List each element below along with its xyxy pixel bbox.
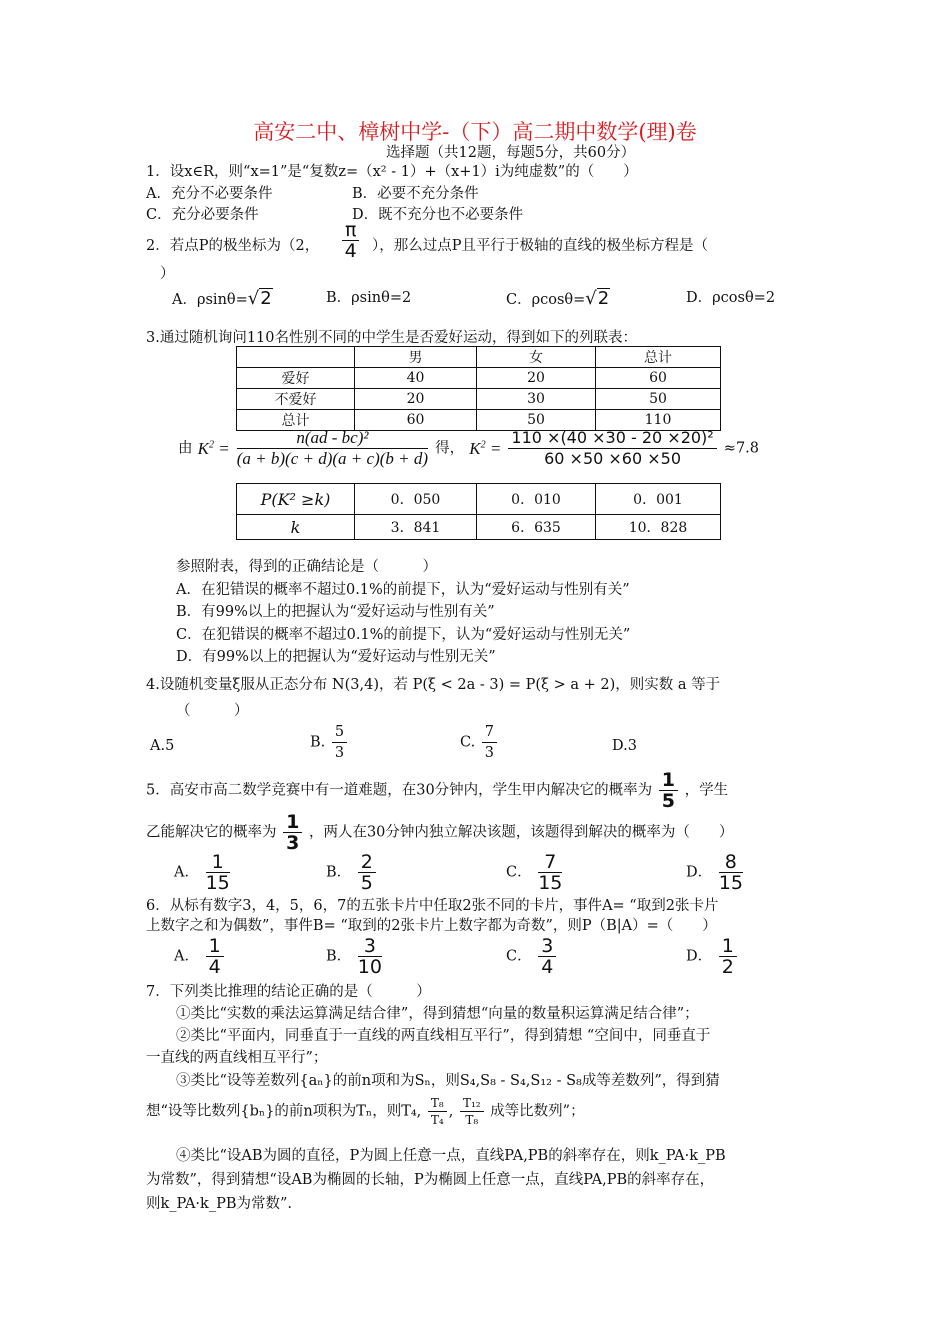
table-cell: 20 (477, 368, 596, 389)
k2-denominator: (a + b)(c + d)(a + c)(b + d) (236, 449, 429, 468)
table-cell: 30 (477, 389, 596, 410)
table-cell: 110 (596, 410, 721, 431)
q5-line2-b: ，两人在30分钟内独立解决该题，该题得到解决的概率为（ ） (308, 824, 734, 841)
k2-symbol: K (197, 438, 209, 458)
table-cell: 0．050 (355, 484, 477, 515)
option-label: C． (506, 864, 532, 881)
q3-stem: 3.通过随机询问110名性别不同的中学生是否爱好运动，得到如下的列联表： (146, 330, 638, 346)
q7-f2-den: T₈ (465, 1113, 479, 1127)
q2-stem-a: 2．若点P的极坐标为（2， (146, 238, 320, 254)
table-header-cell (237, 347, 355, 368)
q7-stem: 7．下列类比推理的结论正确的是（ ） (146, 984, 431, 1000)
table-cell: 爱好 (237, 368, 355, 389)
option-num: 8 (719, 852, 743, 873)
q1-option-d: D．既不充分也不必要条件 (352, 207, 524, 223)
option-label: D． (686, 864, 713, 881)
q5-option-a (174, 852, 232, 893)
option-den: 5 (360, 872, 373, 894)
table-cell: 60 (355, 410, 477, 431)
q1-option-a: A．充分不必要条件 (146, 186, 273, 202)
q7-statement-1: ①类比“实数的乘法运算满足结合律”，得到猜想“向量的数量积运算满足结合律”； (176, 1006, 699, 1022)
q2-option-a-radicand: 2 (260, 288, 272, 309)
q2-option-c-text: C．ρcosθ= (506, 292, 586, 308)
q7-statement-3b (146, 1095, 585, 1128)
q7-f1-num: T₈ (428, 1095, 447, 1112)
q2-option-c: C．ρcosθ=√2 (506, 288, 610, 309)
q3-option-a: A．在犯错误的概率不超过0.1%的前提下，认为“爱好运动与性别有关” (176, 582, 630, 598)
q3-option-c: C．在犯错误的概率不超过0.1%的前提下，认为“爱好运动与性别无关” (176, 627, 631, 643)
table-cell: 0．010 (477, 484, 596, 515)
option-den: 15 (538, 872, 563, 894)
q2-pi: π (342, 220, 359, 241)
option-num: 3 (358, 936, 382, 957)
option-num: 2 (358, 852, 376, 873)
q4-paren: （ ） (176, 703, 249, 719)
q7-statement-2b: 一直线的两直线相互平行”； (146, 1050, 328, 1066)
formula-prefix: 由 (178, 440, 193, 457)
q3-option-d: D．有99%以上的把握认为“爱好运动与性别无关” (176, 649, 496, 665)
table-cell: 6．635 (477, 515, 596, 540)
page-title: 高安二中、樟树中学-（下）高二期中数学(理)卷 (253, 120, 697, 144)
q5-line1-a: 5．高安市高二数学竞赛中有一道难题，在30分钟内，学生甲内解决它的概率为 (146, 782, 653, 799)
option-den: 10 (357, 956, 382, 978)
option-label: C． (506, 948, 532, 965)
q5-line2 (146, 812, 733, 853)
table-header-cell: 总计 (596, 347, 721, 368)
table-cell: 不爱好 (237, 389, 355, 410)
q5-frac1-den: 5 (661, 790, 676, 812)
option-den: 15 (718, 872, 743, 894)
q5-frac2-num: 1 (283, 812, 302, 833)
table-cell: 50 (477, 410, 596, 431)
q4-option-c-num: 7 (482, 722, 497, 743)
q4-option-c (460, 722, 499, 763)
q4-option-a: A.5 (150, 738, 175, 754)
table-cell: 0．001 (596, 484, 721, 515)
q2-pi-fraction (340, 220, 361, 261)
table-header-cell: 女 (477, 347, 596, 368)
q6-option-a (174, 936, 226, 977)
table-cell: k (237, 515, 355, 540)
option-num: 1 (206, 936, 224, 957)
q2-option-c-radicand: 2 (597, 288, 610, 309)
q5-option-c (506, 852, 564, 893)
q1-option-b: B．必要不充分条件 (352, 186, 479, 202)
q7-s3b-a: 想“设等比数列{bₙ}的前n项积为Tₙ，则T₄, (146, 1103, 422, 1120)
calc-denominator: 60 ×50 ×60 ×50 (544, 449, 682, 468)
q3-note: 参照附表，得到的正确结论是（ ） (176, 559, 437, 575)
table-cell: P(K² ≥k) (237, 484, 355, 515)
table-cell: 10．828 (596, 515, 721, 540)
q2-option-a-text: A．ρsinθ= (172, 292, 248, 308)
calc-numerator: 110 ×(40 ×30 - 20 ×20)² (508, 428, 716, 449)
table-cell: 20 (355, 389, 477, 410)
q5-line1-b: ，学生 (684, 782, 729, 799)
option-num: 1 (719, 936, 737, 957)
option-den: 15 (205, 872, 230, 894)
option-label: A． (174, 864, 199, 881)
q1-option-c: C．充分必要条件 (146, 207, 259, 223)
option-label: B． (326, 948, 352, 965)
table-cell: 3．841 (355, 515, 477, 540)
q4-option-b-den: 3 (334, 745, 345, 761)
q2-option-b: B．ρsinθ=2 (326, 290, 412, 306)
q4-option-c-label: C. (460, 734, 476, 751)
option-den: 4 (208, 956, 221, 978)
q7-statement-3a: ③类比“设等差数列{aₙ}的前n项和为Sₙ，则S₄,S₈ - S₄,S₁₂ - S₈成等差数列”，得到猜 (176, 1073, 720, 1089)
critical-value-table (236, 483, 721, 540)
table-row (237, 389, 721, 410)
q7-statement-4c: 则k_PA·k_PB为常数”. (146, 1196, 293, 1212)
table-row (237, 368, 721, 389)
q6-line2: 上数字之和为偶数”，事件B= “取到的2张卡片上数字都为奇数”，则P（B|A）=（ ） (146, 918, 717, 934)
q5-line1 (146, 770, 728, 811)
section-heading: 选择题（共12题，每题5分，共60分） (386, 145, 636, 161)
option-num: 3 (538, 936, 556, 957)
q7-s3b-comma: , (448, 1103, 454, 1120)
option-label: D． (686, 948, 713, 965)
q2-four: 4 (344, 240, 357, 262)
table-cell: 40 (355, 368, 477, 389)
calc-fraction (508, 428, 716, 469)
q7-statement-4a: ④类比“设AB为圆的直径，P为圆上任意一点，直线PA,PB的斜率存在，则k_PA·k_PB (176, 1148, 726, 1164)
q6-option-b (326, 936, 384, 977)
q6-option-d (686, 936, 739, 977)
approx-value: ≈7.8 (723, 440, 760, 457)
q4-option-b-num: 5 (332, 722, 347, 743)
q3-option-b: B．有99%以上的把握认为“爱好运动与性别有关” (176, 604, 495, 620)
option-num: 1 (206, 852, 230, 873)
q4-stem: 4.设随机变量ξ服从正态分布 N(3,4)，若 P(ξ < 2a - 3) = P(ξ > a + 2)，则实数 a 等于 (146, 677, 721, 693)
q5-option-d (686, 852, 745, 893)
table-row (237, 515, 721, 540)
option-num: 7 (538, 852, 562, 873)
q7-f2-num: T₁₂ (460, 1095, 484, 1112)
q7-statement-4b: 为常数”，得到猜想“设AB为椭圆的长轴，P为椭圆上任意一点，直线PA,PB的斜率存在， (146, 1172, 715, 1188)
option-den: 2 (721, 956, 734, 978)
k2-fraction (237, 428, 428, 469)
q4-option-b (310, 722, 349, 763)
table-cell: 60 (596, 368, 721, 389)
formula-mid: 得， (435, 440, 465, 457)
q6-line1: 6．从标有数字3，4，5，6，7的五张卡片中任取2张不同的卡片，事件A= “取到2张卡片 (146, 898, 719, 914)
table-row (237, 484, 721, 515)
q4-option-b-label: B. (310, 734, 326, 751)
k2-formula: 由 $K^2$ = $\frac{\text{n(ad - bc)²}}{(a + b)(c + d)(a + c)(b + d)}$ 得， $K^2$ = $\frac{\text{110 ×(40 ×30 - 20 ×20)²}}{60 \times 50 \times 60 \times 50}$ ≈7.8 (178, 428, 760, 468)
option-label: B． (326, 864, 352, 881)
q7-s3b-b: 成等比数列”； (490, 1103, 585, 1120)
q2-stem-b: ），那么过点P且平行于极轴的直线的极坐标方程是（ (372, 238, 709, 254)
q7-f1-den: T₄ (430, 1113, 444, 1127)
q2-option-d: D．ρcosθ=2 (686, 290, 776, 306)
q4-option-c-den: 3 (484, 745, 495, 761)
q5-frac2-den: 3 (286, 832, 300, 854)
q2-stem-c: ） (160, 266, 175, 282)
table-header-cell: 男 (355, 347, 477, 368)
option-label: A． (174, 948, 199, 965)
q5-line2-a: 乙能解决它的概率为 (146, 824, 277, 841)
table-header-row (237, 347, 721, 368)
table-cell: 50 (596, 389, 721, 410)
q7-statement-2a: ②类比“平面内，同垂直于一直线的两直线相互平行”，得到猜想 “空间中，同垂直于 (176, 1028, 711, 1044)
q5-frac1-num: 1 (659, 770, 678, 791)
contingency-table (236, 346, 721, 431)
option-den: 4 (541, 956, 554, 978)
k2-numerator: n(ad - bc)² (237, 428, 428, 449)
q6-option-c (506, 936, 558, 977)
q5-option-b (326, 852, 378, 893)
q2-option-a: A．ρsinθ=√2 (172, 288, 272, 309)
q4-option-d: D.3 (612, 738, 637, 754)
table-cell: 总计 (237, 410, 355, 431)
q1-stem: 1．设x∈R，则“x=1”是“复数z=（x² - 1）+（x+1）i为纯虚数”的（ ） (146, 164, 638, 180)
